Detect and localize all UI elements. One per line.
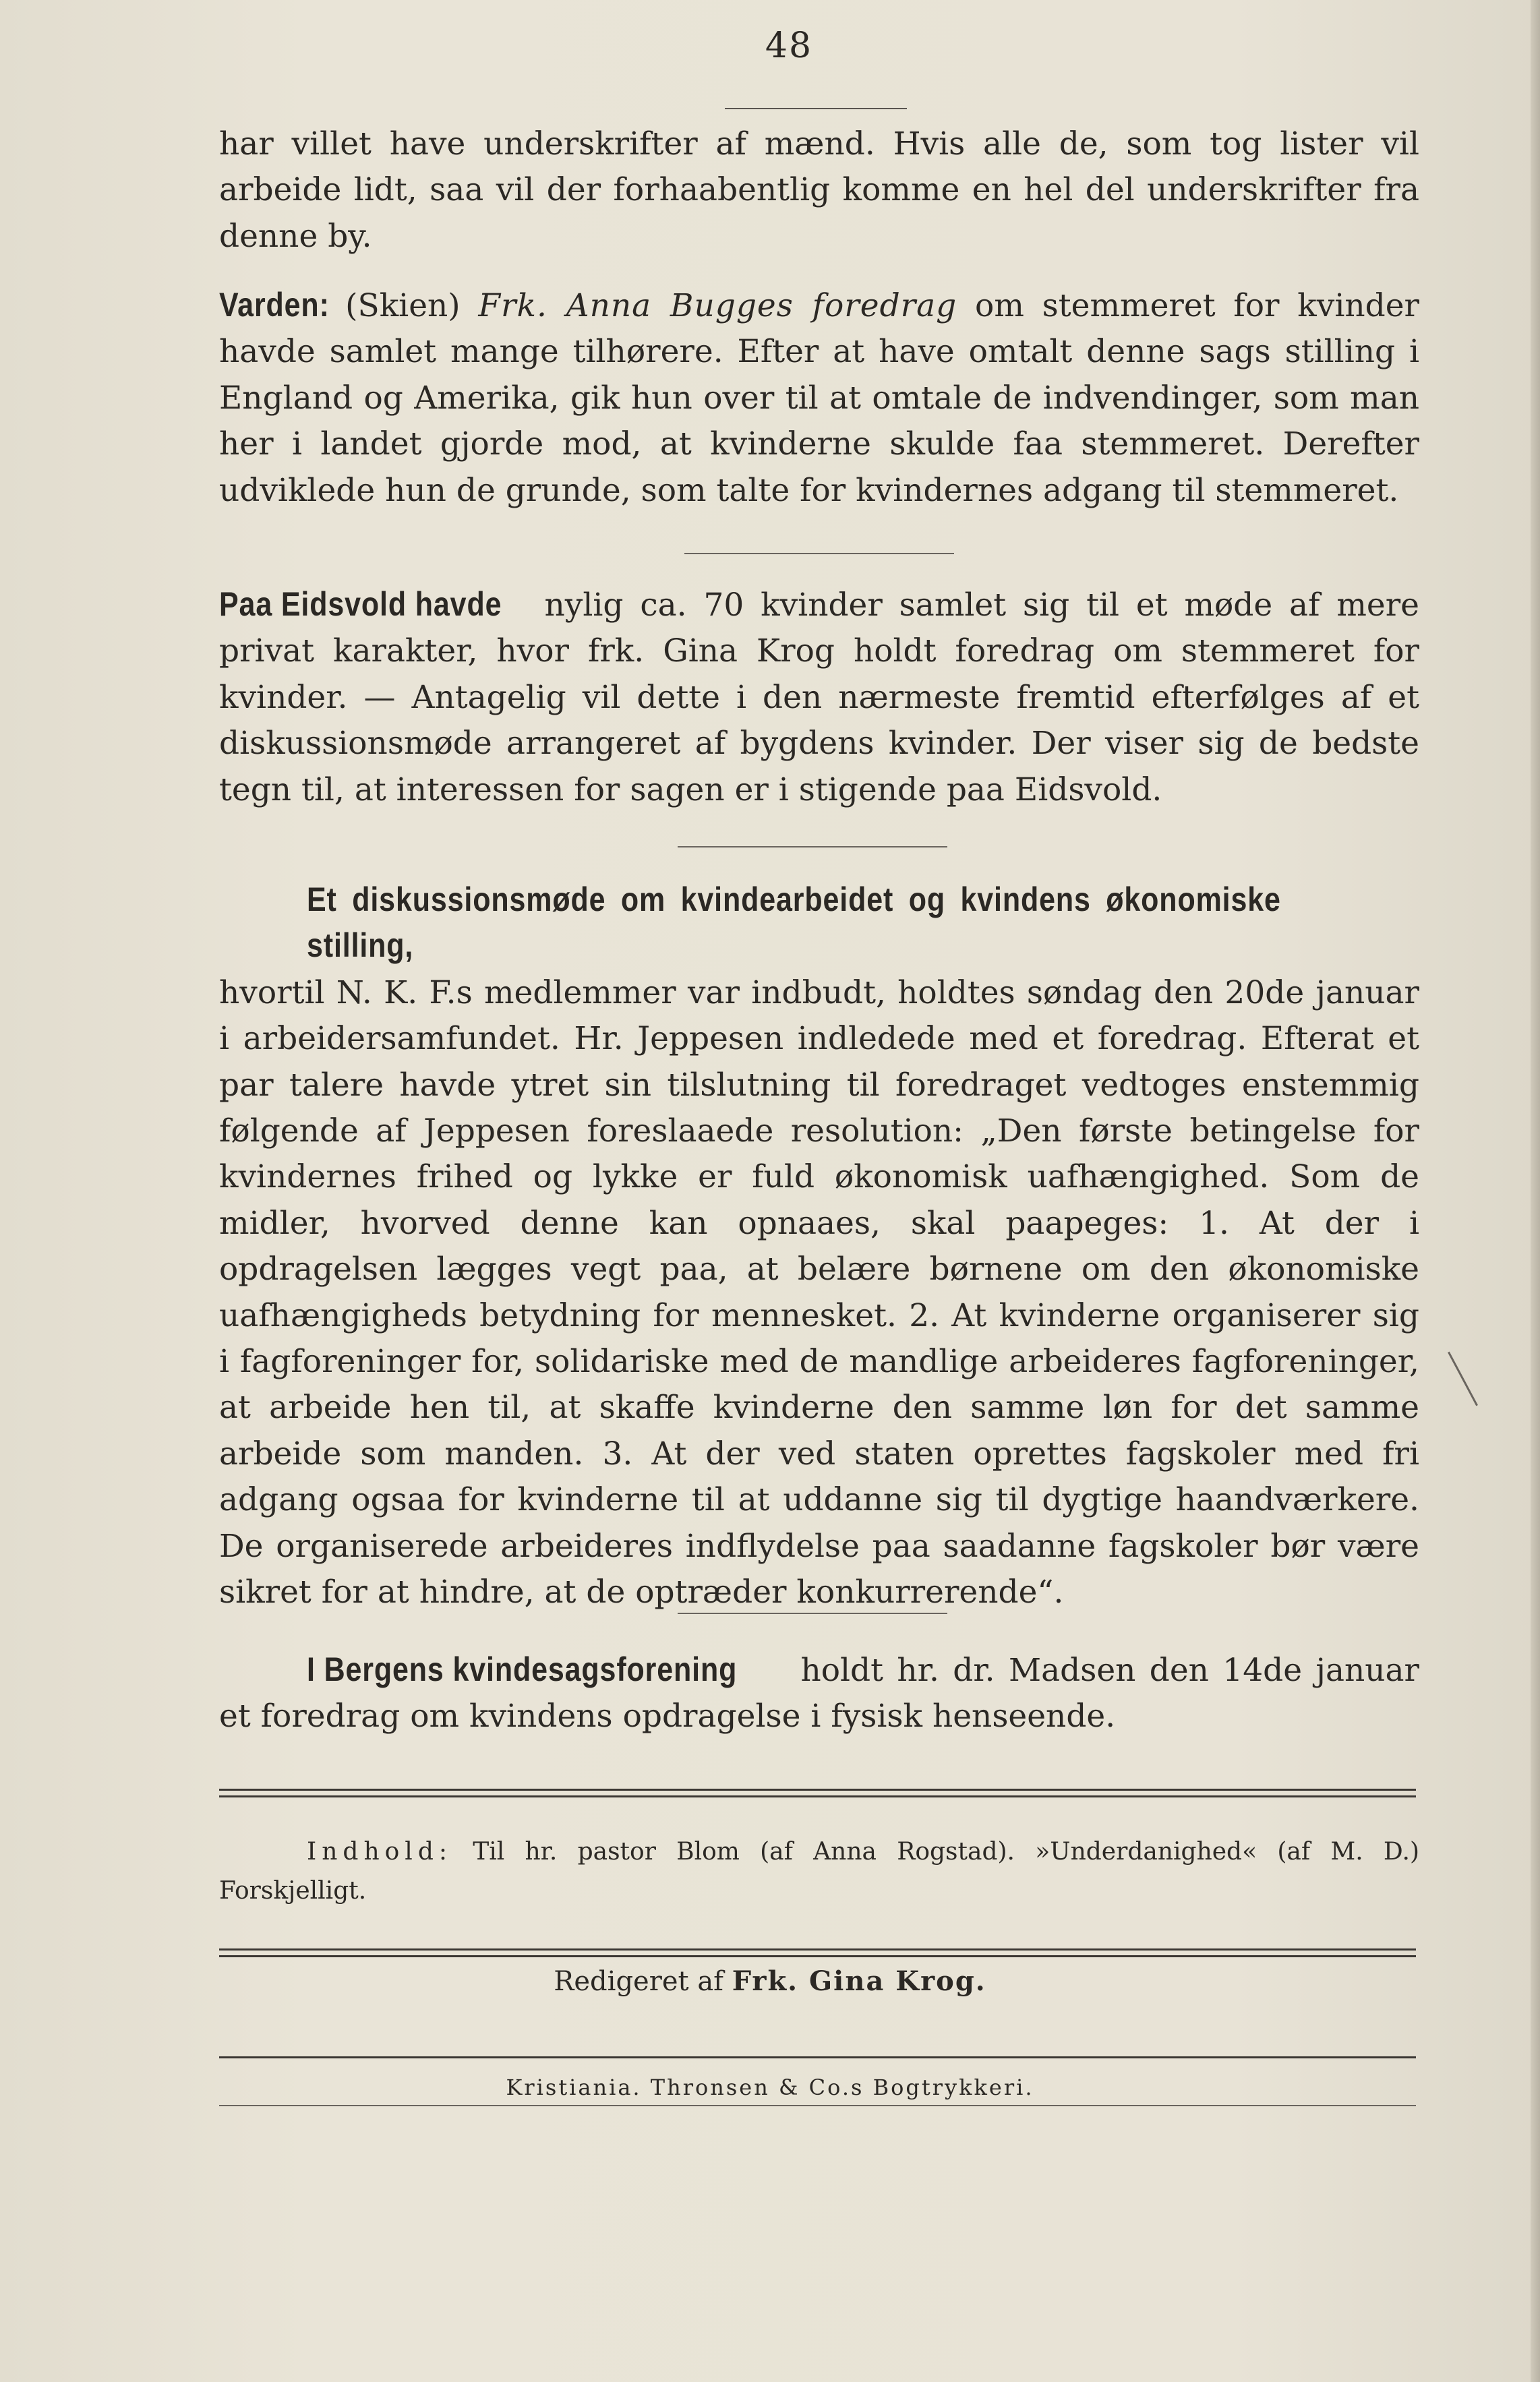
double-rule-bottom [219,1955,1416,1957]
section-diskussion [219,876,1419,1616]
contents-line [219,1833,1419,1911]
page-number-rule [725,108,907,109]
double-rule-top [219,1789,1416,1791]
imprint-rule-lower [219,2105,1416,2106]
contents-label: Indhold: [307,1838,452,1866]
section-varden [219,282,1419,514]
editor-prefix: Redigeret af [554,1966,732,1997]
editor-line [0,1965,1540,1997]
imprint-rule [219,2056,1416,2058]
heading-eidsvold: Paa Eidsvold havde [219,585,502,623]
heading-diskussion: Et diskussionsmøde om kvindearbeidet og kvindens økonomiske stilling, [307,881,1281,965]
double-rule-top [219,1948,1416,1951]
double-rule-bottom [219,1795,1416,1797]
margin-mark [1448,1352,1478,1406]
varden-text: om stemmeret for kvinder havde samlet mange tilhørere. Efter at have omtalt denne sags stilling i England og Amerika, gik hun over til at omtale de indvendinger, som man her i landet gjorde mod, at kvinderne skulde faa stemmeret. Derefter udviklede hun de grunde, som talte for kvindernes adgang til stemmeret. [219,287,1419,509]
paragraph-underskrifter: har villet have underskrifter af mænd. Hvis alle de, som tog lister vil arbeide lidt, saa vil der forhaabentlig komme en hel del underskrifter fra denne by. [219,125,1419,255]
section-bergen [219,1646,1419,1740]
heading-bergen: I Bergens kvindesagsforening [307,1650,738,1688]
contents-text: Til hr. pastor Blom (af Anna Rogstad). »Underdanighed« (af M. D.) Forskjelligt. [219,1838,1419,1905]
imprint: Kristiania. Thronsen & Co.s Bogtrykkeri. [506,2075,1034,2100]
bergen-text: holdt hr. dr. Madsen den 14de januar et foredrag om kvindens opdragelse i fysisk henseende. [219,1652,1419,1735]
separator-rule [678,846,947,847]
editor-name: Frk. Gina Krog. [732,1965,986,1997]
eidsvold-text: nylig ca. 70 kvinder samlet sig til et møde af mere privat karakter, hvor frk. Gina Krog holdt foredrag om stemmeret for kvinder. — Antagelig vil dette i den nærmeste fremtid efterfølges af et diskussionsmøde arrangeret af bygdens kvinder. Der viser sig de bedste tegn til, at interessen for sagen er i stigende paa Eidsvold. [219,587,1419,808]
page-number: 48 [765,26,813,66]
separator-rule [684,553,954,554]
separator-rule [678,1613,947,1614]
diskussion-text: hvortil N. K. F.s medlemmer var indbudt, holdtes søndag den 20de januar i arbeidersamfundet. Hr. Jeppesen indledede med et foredrag. Efterat et par talere havde ytret sin tilslutning til foredraget vedtoges enstemmig følgende af Jeppesen foreslaaede resolution: „Den første betingelse for kvindernes frihed og lykke er fuld økonomisk uafhængighed. Som de midler, hvorved denne kan opnaaes, skal paapeges: 1. At der i opdragelsen lægges vegt paa, at belære børnene om den økonomiske uafhængigheds betydning for mennesket. 2. At kvinderne organiserer sig i fagforeninger for, solidariske med de mandlige arbeideres fagforeninger, at arbeide hen til, at skaffe kvinderne den samme løn for det samme arbeide som manden. 3. At der ved staten oprettes fagskoler med fri adgang ogsaa for kvinderne til at uddanne sig til dygtige haandværkere. De organiserede arbeideres indflydelse paa saadanne fagskoler bør være sikret for at hindre, at de optræder konkurrerende“. [219,974,1419,1611]
page-edge [1531,0,1540,2382]
section-eidsvold [219,581,1419,813]
varden-lead: (Skien) [327,287,479,324]
heading-varden: Varden: [219,286,330,324]
varden-italic: Frk. Anna Bugges foredrag [478,287,957,324]
